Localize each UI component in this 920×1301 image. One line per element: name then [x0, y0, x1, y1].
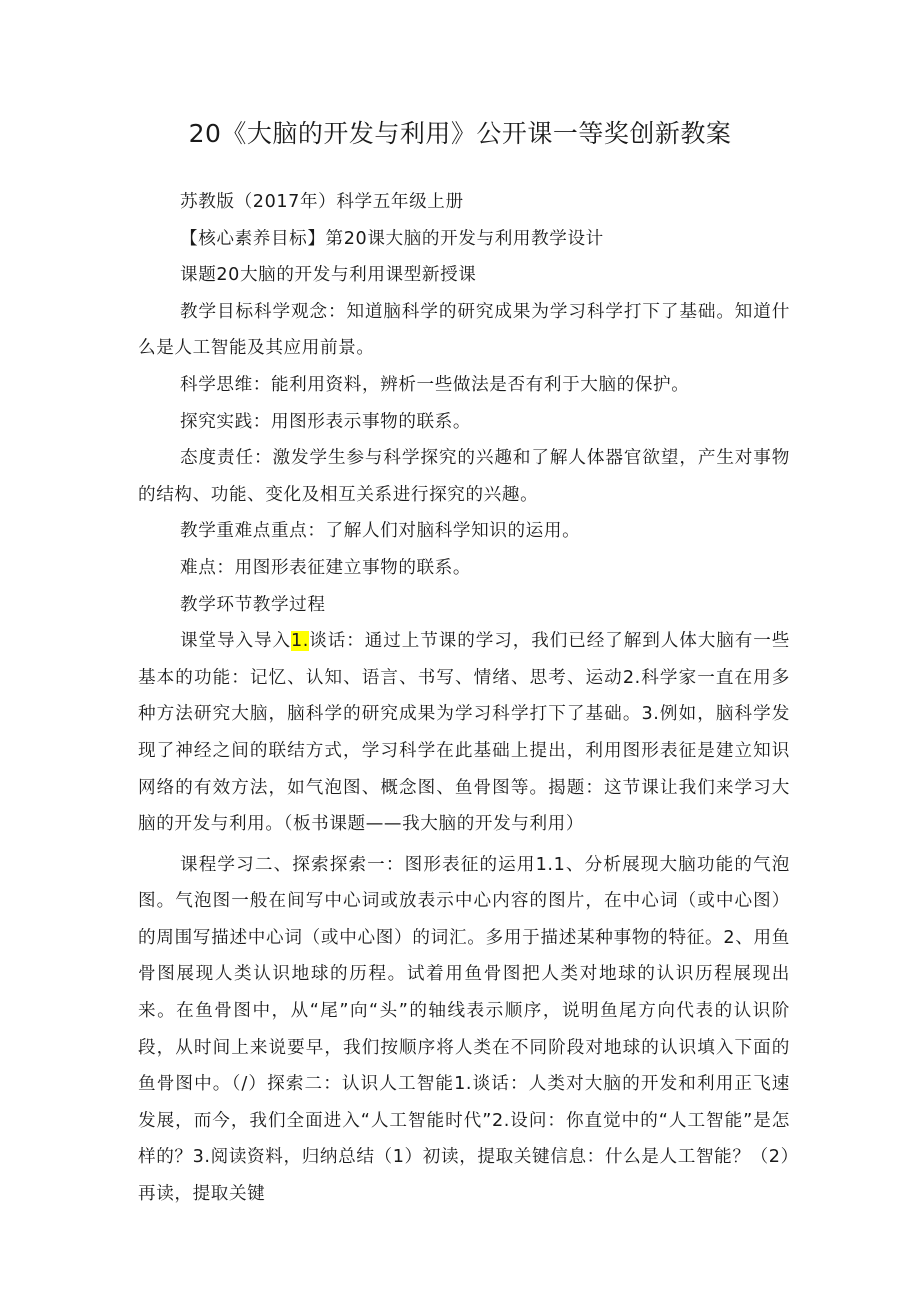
- document-body: [138, 184, 790, 1213]
- paragraph-practice: 探究实践：用图形表示事物的联系。: [180, 411, 472, 432]
- document-title: 20《大脑的开发与利用》公开课一等奖创新教案: [188, 119, 732, 148]
- paragraph-intro: [138, 623, 790, 843]
- paragraph-thinking: 科学思维：能利用资料，辨析一些做法是否有利于大脑的保护。: [180, 374, 690, 395]
- highlighted-text: 1.: [291, 631, 309, 652]
- paragraph-core-goal: 【核心素养目标】第20课大脑的开发与利用教学设计: [180, 228, 604, 249]
- paragraph-lesson: 课程学习二、探索探索一：图形表征的运用1.1、分析展现大脑功能的气泡图。气泡图一般在间写中心词或放表示中心内容的图片，在中心词（或中心图）的周围写描述中心词（或中心图）的词汇。多用于描述某种事物的特征。2、用鱼骨图展现人类认识地球的历程。试着用鱼骨图把人类对地球的认识历程展现出来。在鱼骨图中，从“尾”向“头”的轴线表示顺序，说明鱼尾方向代表的认识阶段，从时间上来说要早，我们按顺序将人类在不同阶段对地球的认识填入下面的鱼骨图中。（/）探索二：认识人工智能1.谈话：人类对大脑的开发和利用正飞速发展，而今，我们全面进入“人工智能时代”2.设问：你直觉中的“人工智能”是怎样的？3.阅读资料，归纳总结（1）初读，提取关键信息：什么是人工智能？（2）再读，提取关键: [138, 854, 790, 1205]
- intro-lead: 课堂导入导入: [180, 631, 291, 652]
- paragraph-edition: 苏教版（2017年）科学五年级上册: [180, 192, 464, 212]
- paragraph-topic: 课题20大脑的开发与利用课型新授课: [180, 265, 477, 286]
- paragraph-key-point: 教学重难点重点：了解人们对脑科学知识的运用。: [180, 521, 581, 542]
- paragraph-difficulty: 难点：用图形表征建立事物的联系。: [180, 557, 472, 578]
- paragraph-attitude: 态度责任：激发学生参与科学探究的兴趣和了解人体器官欲望，产生对事物的结构、功能、变化及相互关系进行探究的兴趣。: [138, 448, 790, 505]
- paragraph-process-heading: 教学环节教学过程: [180, 594, 326, 615]
- intro-rest: 谈话：通过上节课的学习，我们已经了解到人体大脑有一些基本的功能：记忆、认知、语言、书写、情绪、思考、运动2.科学家一直在用多种方法研究大脑，脑科学的研究成果为学习科学打下了基础。3.例如，脑科学发现了神经之间的联结方式，学习科学在此基础上提出，利用图形表征是建立知识网络的有效方法，如气泡图、概念图、鱼骨图等。揭题：这节课让我们来学习大脑的开发与利用。（板书课题——我大脑的开发与利用）: [138, 631, 790, 835]
- paragraph-objectives: 教学目标科学观念：知道脑科学的研究成果为学习科学打下了基础。知道什么是人工智能及其应用前景。: [138, 301, 790, 359]
